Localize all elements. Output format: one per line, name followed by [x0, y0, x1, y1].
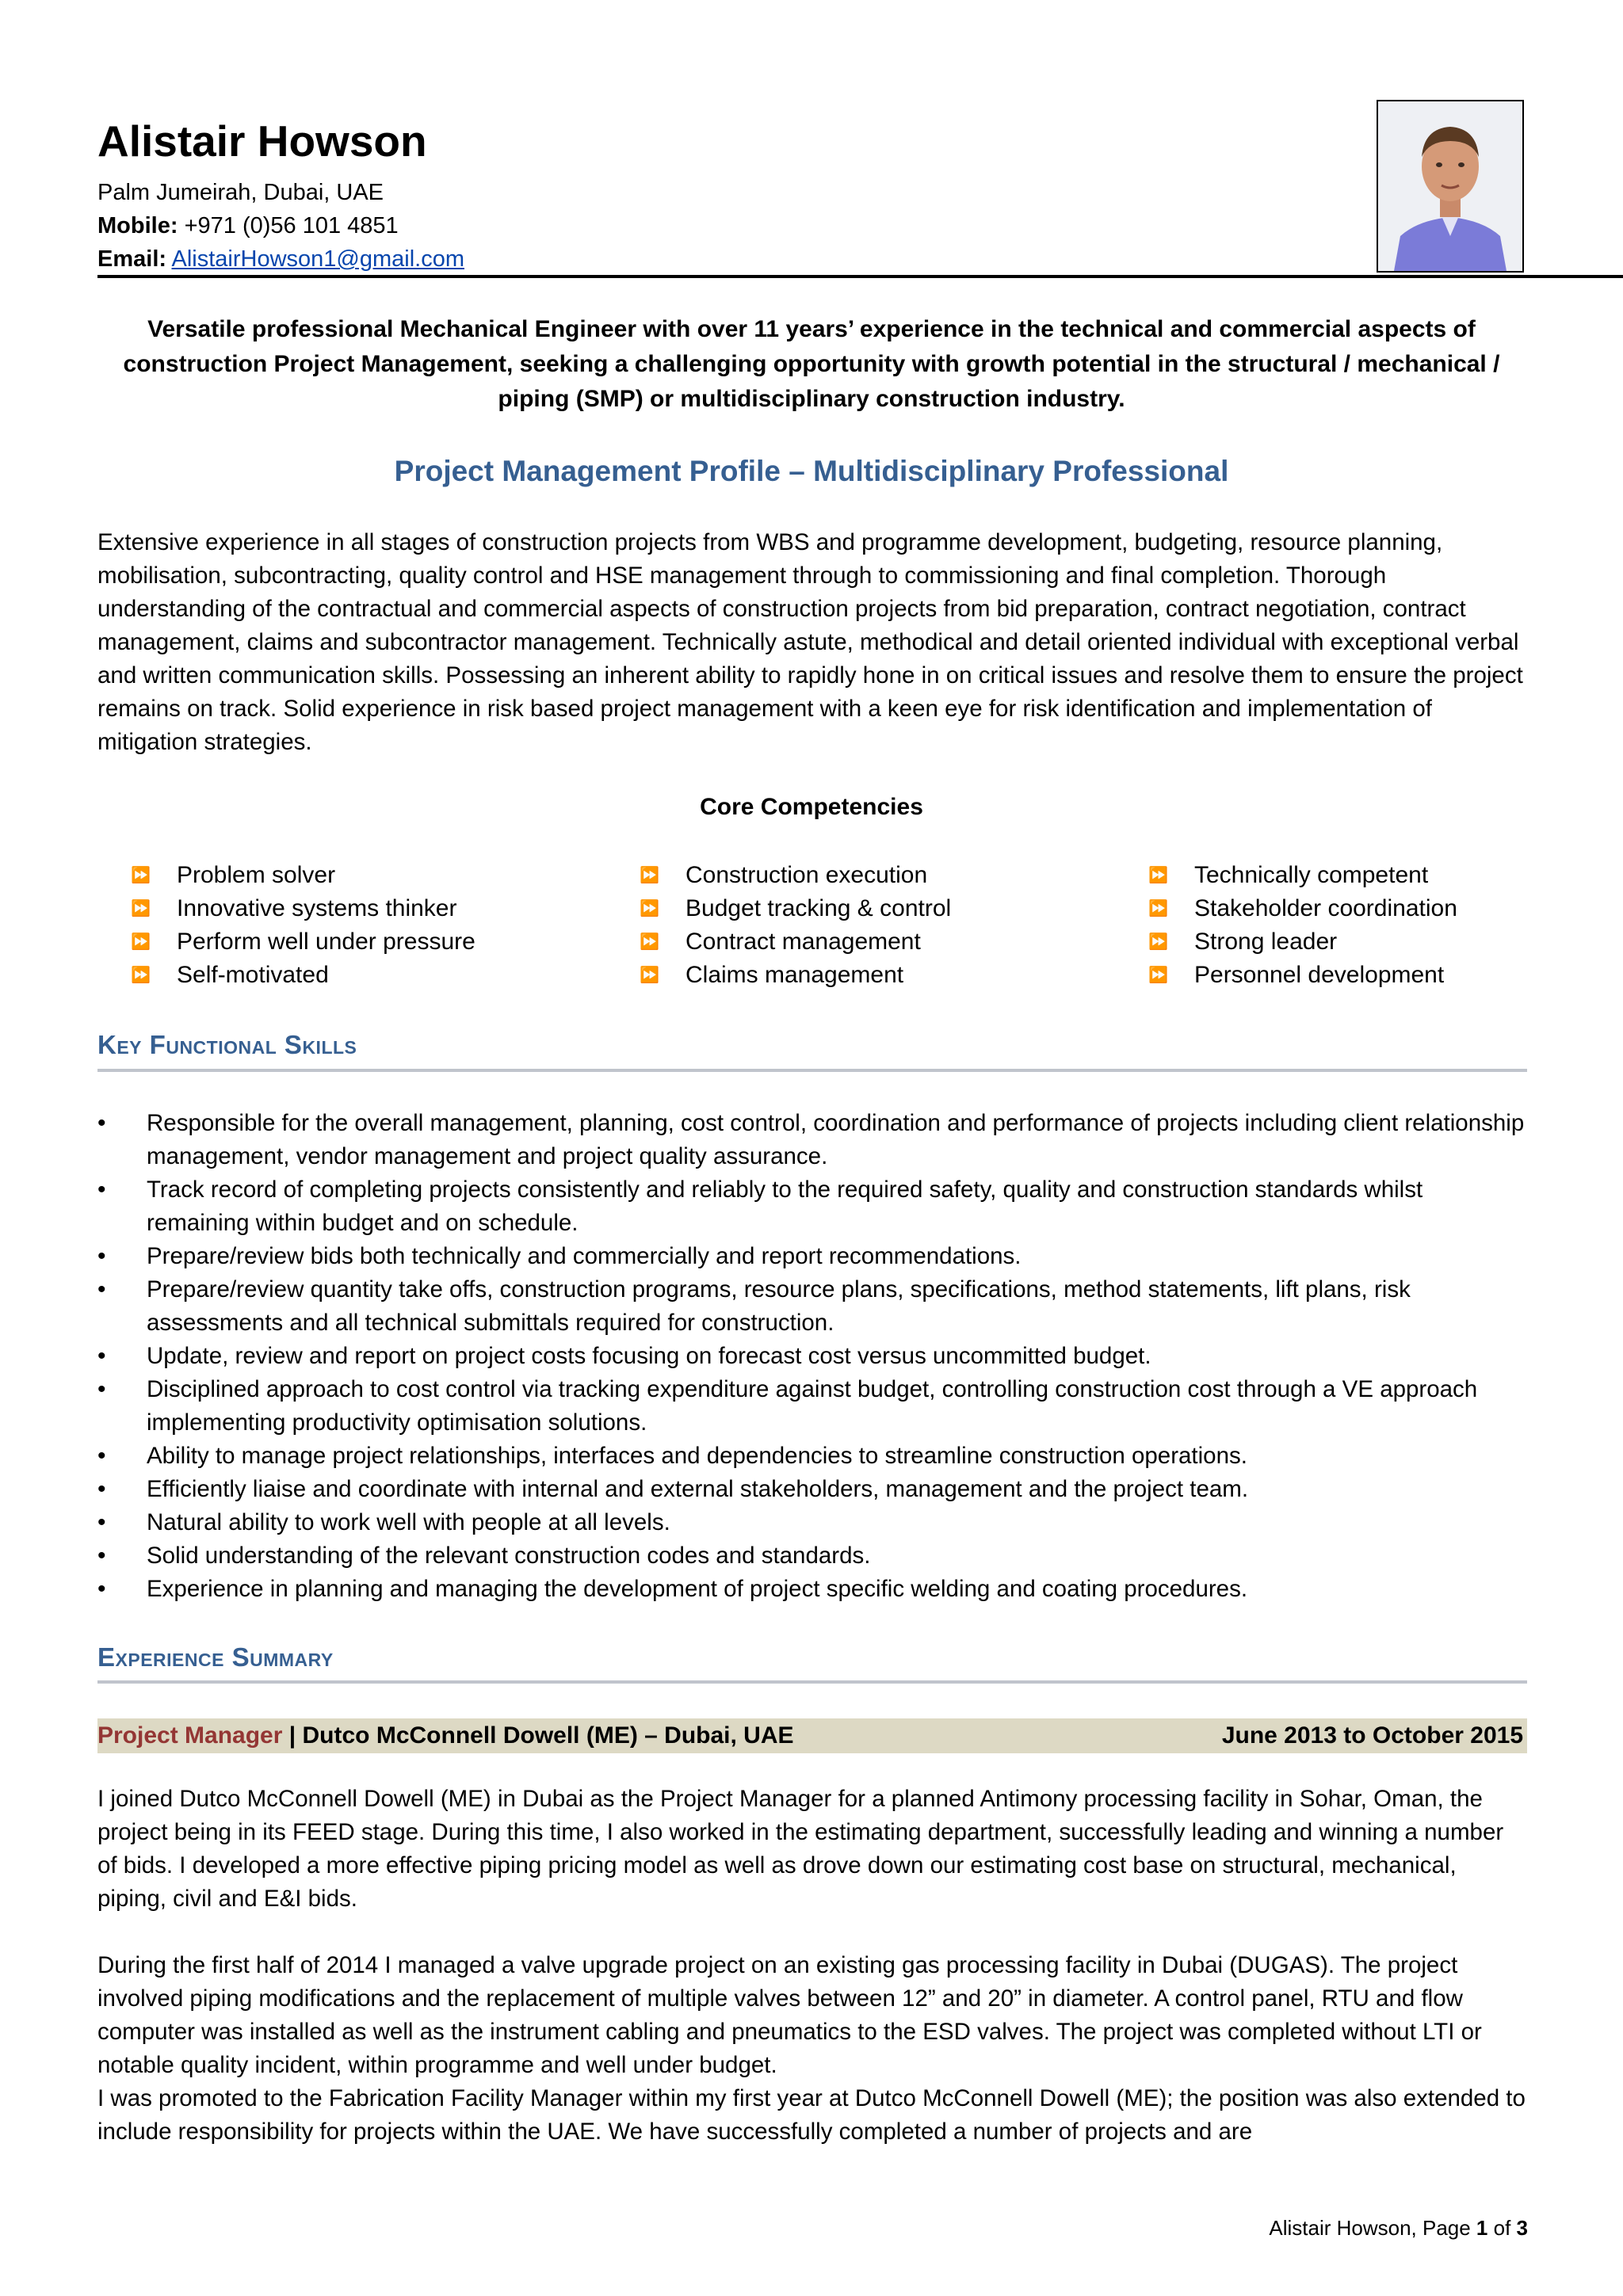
- bullet-icon: [97, 1340, 147, 1373]
- mobile-label: Mobile:: [97, 213, 178, 238]
- job-role: Project Manager: [97, 1722, 283, 1749]
- double-arrow-icon: ⏩: [640, 867, 659, 884]
- bullet-icon: [97, 1539, 147, 1573]
- double-arrow-icon: ⏩: [1148, 900, 1168, 917]
- candidate-name: Alistair Howson: [97, 116, 427, 166]
- double-arrow-icon: ⏩: [131, 867, 151, 884]
- experience-paragraph-3: I was promoted to the Fabrication Facility Manager within my first year at Dutco McConnell Dowell (ME); the position was also extended to include responsibility for projects within the UAE. We have successfully completed a number of projects and are: [97, 2085, 1526, 2145]
- competency-item: ⏩ Problem solver: [97, 859, 475, 892]
- header-divider: [97, 275, 1623, 278]
- double-arrow-icon: ⏩: [640, 900, 659, 917]
- competency-item: ⏩ Stakeholder coordination: [1115, 892, 1457, 925]
- contact-block: [97, 176, 464, 276]
- email-link[interactable]: AlistairHowson1@gmail.com: [171, 246, 464, 272]
- bullet-icon: [97, 1473, 147, 1506]
- list-item: • Responsible for the overall management, planning, cost control, coordination and performance of projects including client relationship management, vendor management and project quality assurance.: [97, 1107, 1527, 1173]
- double-arrow-icon: ⏩: [131, 933, 151, 951]
- job-header: [97, 1718, 1527, 1753]
- profile-photo: [1377, 100, 1524, 273]
- key-skills-divider: [97, 1069, 1527, 1072]
- list-item: • Prepare/review quantity take offs, construction programs, resource plans, specifications, method statements, lift plans, risk assessments and all technical submittals required for construction.: [97, 1273, 1527, 1340]
- competency-item: ⏩ Strong leader: [1115, 925, 1457, 959]
- list-item: • Ability to manage project relationships, interfaces and dependencies to streamline construction operations.: [97, 1440, 1527, 1473]
- bullet-icon: [97, 1240, 147, 1273]
- bullet-icon: [97, 1273, 147, 1340]
- experience-paragraph-2: During the first half of 2014 I managed a valve upgrade project on an existing gas processing facility in Dubai (DUGAS). The project involved piping modifications and the replacement of multiple valves between 12” and 20” in diameter. A control panel, RTU and flow computer was installed as well as the instrument cabling and pneumatics to the ESD valves. The project was completed without LTI or notable quality incident, within programme and well under budget.: [97, 1952, 1482, 2078]
- double-arrow-icon: ⏩: [1148, 867, 1168, 884]
- double-arrow-icon: ⏩: [640, 933, 659, 951]
- core-competencies-title: Core Competencies: [700, 794, 923, 820]
- mobile-number: +971 (0)56 101 4851: [184, 213, 399, 238]
- competency-item: ⏩ Contract management: [606, 925, 951, 959]
- portrait-icon: [1378, 101, 1522, 271]
- competency-item: ⏩ Personnel development: [1115, 959, 1457, 992]
- competency-item: ⏩ Perform well under pressure: [97, 925, 475, 959]
- job-dates: June 2013 to October 2015: [1221, 1722, 1523, 1749]
- competency-item: ⏩ Claims management: [606, 959, 951, 992]
- competency-column-3: [1115, 859, 1457, 992]
- double-arrow-icon: ⏩: [1148, 967, 1168, 984]
- competency-item: ⏩ Budget tracking & control: [606, 892, 951, 925]
- footer-page: 1: [1476, 2216, 1488, 2240]
- key-skills-list: [97, 1107, 1527, 1606]
- footer-of: of: [1487, 2216, 1517, 2240]
- email-label: Email:: [97, 246, 167, 272]
- profile-paragraph: Extensive experience in all stages of construction projects from WBS and programme development, budgeting, resource planning, mobilisation, subcontracting, quality control and HSE management through to commissioning and final completion. Thorough understanding of the contractual and commercial aspects of construction projects from bid preparation, contract negotiation, contract management, claims and subcontractor management. Technically astute, methodical and detail oriented individual with exceptional verbal and written communication skills. Possessing an inherent ability to rapidly hone in on critical issues and resolve them to ensure the project remains on track. Solid experience in risk based project management with a keen eye for risk identification and implementation of mitigation strategies.: [97, 529, 1523, 755]
- profile-title: Project Management Profile – Multidisciplinary Professional: [394, 455, 1229, 487]
- address: Palm Jumeirah, Dubai, UAE: [97, 180, 384, 205]
- list-item: • Experience in planning and managing the development of project specific welding and coating procedures.: [97, 1573, 1527, 1606]
- list-item: • Track record of completing projects consistently and reliably to the required safety, quality and construction standards whilst remaining within budget and on schedule.: [97, 1173, 1527, 1240]
- bullet-icon: [97, 1373, 147, 1440]
- bullet-icon: [97, 1440, 147, 1473]
- list-item: • Natural ability to work well with people at all levels.: [97, 1506, 1527, 1539]
- bullet-icon: [97, 1573, 147, 1606]
- competency-item: ⏩ Self-motivated: [97, 959, 475, 992]
- double-arrow-icon: ⏩: [640, 967, 659, 984]
- experience-divider: [97, 1680, 1527, 1684]
- list-item: • Efficiently liaise and coordinate with internal and external stakeholders, management and the project team.: [97, 1473, 1527, 1506]
- double-arrow-icon: ⏩: [131, 900, 151, 917]
- competency-column-1: [97, 859, 475, 992]
- bullet-icon: [97, 1173, 147, 1240]
- experience-heading: Experience Summary: [97, 1642, 334, 1672]
- bullet-icon: [97, 1107, 147, 1173]
- experience-paragraph-1: I joined Dutco McConnell Dowell (ME) in Dubai as the Project Manager for a planned Antimony processing facility in Sohar, Oman, the project being in its FEED stage. During this time, I also worked in the estimating department, successfully leading and winning a number of bids. I developed a more effective piping pricing model as well as drove down our estimating cost base on structural, mechanical, piping, civil and E&I bids.: [97, 1786, 1504, 1912]
- list-item: • Update, review and report on project costs focusing on forecast cost versus uncommitted budget.: [97, 1340, 1527, 1373]
- footer-total: 3: [1516, 2216, 1528, 2240]
- list-item: • Disciplined approach to cost control via tracking expenditure against budget, controlling construction cost through a VE approach implementing productivity optimisation solutions.: [97, 1373, 1527, 1440]
- page-footer: [1269, 2216, 1528, 2241]
- list-item: • Solid understanding of the relevant construction codes and standards.: [97, 1539, 1527, 1573]
- competency-item: ⏩ Technically competent: [1115, 859, 1457, 892]
- footer-prefix: Alistair Howson, Page: [1269, 2216, 1476, 2240]
- email-line: [97, 242, 464, 276]
- mobile-line: [97, 209, 464, 242]
- key-skills-heading: Key Functional Skills: [97, 1030, 357, 1059]
- double-arrow-icon: ⏩: [131, 967, 151, 984]
- job-company: Dutco McConnell Dowell (ME) – Dubai, UAE: [302, 1722, 794, 1749]
- list-item: • Prepare/review bids both technically and commercially and report recommendations.: [97, 1240, 1527, 1273]
- competency-item: ⏩ Innovative systems thinker: [97, 892, 475, 925]
- competency-column-2: [606, 859, 951, 992]
- bullet-icon: [97, 1506, 147, 1539]
- double-arrow-icon: ⏩: [1148, 933, 1168, 951]
- competency-item: ⏩ Construction execution: [606, 859, 951, 892]
- summary-tagline: Versatile professional Mechanical Engineer with over 11 years’ experience in the technical and commercial aspects of construction Project Management, seeking a challenging opportunity with growth potential in the structural / mechanical / piping (SMP) or multidisciplinary construction industry.: [123, 316, 1500, 412]
- job-separator: |: [282, 1722, 303, 1749]
